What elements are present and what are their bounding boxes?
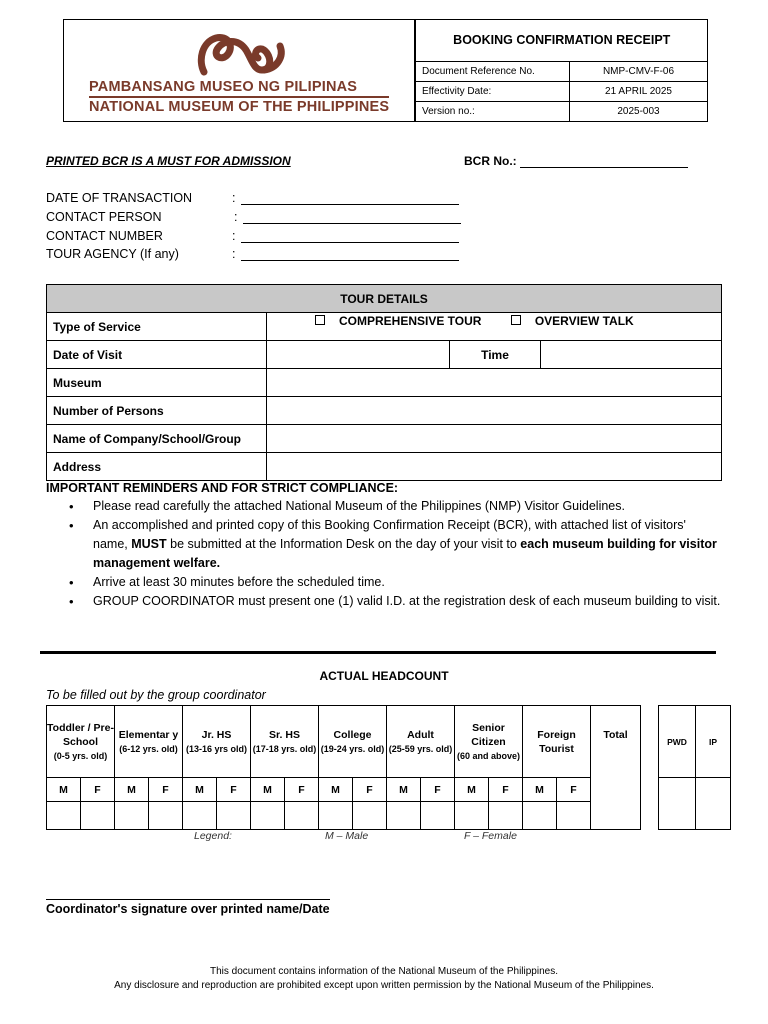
company-name-field[interactable]	[267, 425, 722, 453]
field-date-of-transaction[interactable]	[232, 191, 459, 205]
ip-label: IP	[696, 706, 731, 778]
headcount-cell[interactable]	[285, 802, 319, 830]
reminder-item	[69, 516, 721, 573]
tour-details-table	[46, 284, 722, 481]
footer-line-2: Any disclosure and reproduction are prohibited except upon written permission by the National Museum of the Philippines.	[114, 980, 654, 991]
category-age: (0-5 yrs. old)	[53, 750, 108, 761]
female-header: F	[489, 778, 523, 802]
headcount-cell[interactable]	[387, 802, 421, 830]
headcount-cell[interactable]	[251, 802, 285, 830]
field-tour-agency-label: TOUR AGENCY (If any)	[46, 247, 179, 261]
male-header: M	[115, 778, 149, 802]
field-date-of-transaction-input[interactable]	[241, 191, 459, 205]
admission-notice: PRINTED BCR IS A MUST FOR ADMISSION	[46, 154, 291, 168]
category-name: Toddler / Pre-School	[47, 721, 114, 748]
reminders-list	[69, 497, 721, 611]
headcount-cell[interactable]	[455, 802, 489, 830]
field-date-of-transaction-label: DATE OF TRANSACTION	[46, 191, 193, 205]
form-title: BOOKING CONFIRMATION RECEIPT	[416, 20, 708, 61]
headcount-cell[interactable]	[353, 802, 387, 830]
reminder-text: An accomplished and printed copy of this Booking Confirmation Receipt (BCR), with attached list of visitors' name,	[93, 518, 686, 551]
field-separator: :	[232, 247, 236, 261]
category-name: Sr. HS	[269, 728, 300, 741]
meta-label-reference: Document Reference No.	[416, 61, 570, 81]
category-age: (19-24 yrs. old)	[320, 743, 385, 754]
female-header: F	[149, 778, 183, 802]
category-elementary	[115, 706, 183, 778]
date-of-visit-field[interactable]	[267, 341, 450, 369]
logo-area	[64, 20, 415, 121]
male-header: M	[319, 778, 353, 802]
headcount-cell[interactable]	[183, 802, 217, 830]
category-foreign-tourist	[523, 706, 591, 778]
field-contact-number-label: CONTACT NUMBER	[46, 229, 163, 243]
reminder-item	[69, 592, 721, 611]
time-field[interactable]	[541, 341, 722, 369]
category-college	[319, 706, 387, 778]
footer-line-1: This document contains information of the National Museum of the Philippines.	[210, 966, 558, 977]
category-sr-hs	[251, 706, 319, 778]
meta-value-reference: NMP-CMV-F-06	[570, 61, 708, 81]
category-name: Foreign Tourist	[537, 728, 576, 755]
female-header: F	[557, 778, 591, 802]
headcount-cell[interactable]	[489, 802, 523, 830]
signature-label: Coordinator's signature over printed name/Date	[46, 902, 330, 916]
female-header: F	[217, 778, 251, 802]
category-toddler	[47, 706, 115, 778]
category-age: (17-18 yrs. old)	[252, 743, 317, 754]
address-field[interactable]	[267, 453, 722, 481]
headcount-cell[interactable]	[557, 802, 591, 830]
field-tour-agency[interactable]	[232, 247, 459, 261]
number-of-persons-label: Number of Persons	[47, 397, 267, 425]
field-separator: :	[234, 210, 238, 224]
tour-details-title: TOUR DETAILS	[47, 285, 722, 313]
legend-female: F – Female	[464, 830, 517, 842]
headcount-table	[46, 705, 641, 830]
headcount-title: ACTUAL HEADCOUNT	[319, 669, 449, 683]
category-name: College	[333, 728, 372, 741]
headcount-cell[interactable]	[319, 802, 353, 830]
male-header: M	[455, 778, 489, 802]
pwd-ip-table	[658, 705, 731, 830]
date-of-visit-label: Date of Visit	[47, 341, 267, 369]
time-label: Time	[450, 341, 541, 369]
field-separator: :	[232, 229, 236, 243]
ip-count-cell[interactable]	[696, 778, 731, 830]
section-divider	[40, 651, 716, 654]
category-age: (13-16 yrs old)	[185, 743, 248, 754]
field-contact-number[interactable]	[232, 229, 459, 243]
overview-talk-label: OVERVIEW TALK	[534, 314, 634, 328]
male-header: M	[251, 778, 285, 802]
headcount-cell[interactable]	[81, 802, 115, 830]
reminder-emphasis: MUST	[131, 537, 167, 551]
female-header: F	[421, 778, 455, 802]
field-contact-person[interactable]	[234, 210, 461, 224]
signature-line[interactable]	[46, 899, 330, 900]
field-separator: :	[232, 191, 236, 205]
overview-talk-checkbox[interactable]	[511, 315, 521, 325]
meta-label-effectivity: Effectivity Date:	[416, 81, 570, 101]
headcount-subtitle: To be filled out by the group coordinator	[46, 688, 266, 702]
total-column	[591, 706, 641, 830]
male-header: M	[523, 778, 557, 802]
category-name: Adult	[407, 728, 434, 741]
number-of-persons-field[interactable]	[267, 397, 722, 425]
category-name: Elementar y	[118, 728, 179, 741]
male-header: M	[183, 778, 217, 802]
reminder-text: Arrive at least 30 minutes before the scheduled time.	[93, 575, 385, 589]
bcr-label: BCR No.:	[464, 154, 517, 168]
headcount-cell[interactable]	[523, 802, 557, 830]
comprehensive-tour-label: COMPREHENSIVE TOUR	[339, 314, 482, 328]
category-name: Senior Citizen	[471, 721, 506, 748]
female-header: F	[81, 778, 115, 802]
comprehensive-tour-checkbox[interactable]	[315, 315, 325, 325]
pwd-count-cell[interactable]	[659, 778, 696, 830]
legend-male: M – Male	[325, 830, 369, 842]
category-senior-citizen	[455, 706, 523, 778]
headcount-cell[interactable]	[217, 802, 251, 830]
bcr-number-field[interactable]	[520, 154, 688, 168]
headcount-cell[interactable]	[421, 802, 455, 830]
headcount-cell[interactable]	[47, 802, 81, 830]
reminder-item	[69, 573, 721, 592]
category-adult	[387, 706, 455, 778]
category-age: (6-12 yrs. old)	[119, 743, 178, 754]
reminder-text: GROUP COORDINATOR must present one (1) valid I.D. at the registration desk of each museum building to visit.	[93, 594, 721, 608]
reminder-item	[69, 497, 721, 516]
male-header: M	[387, 778, 421, 802]
company-name-label: Name of Company/School/Group	[47, 425, 267, 453]
category-age: (25-59 yrs. old)	[388, 743, 453, 754]
meta-label-version: Version no.:	[416, 101, 570, 121]
document-meta-table	[415, 20, 708, 122]
pwd-label: PWD	[659, 706, 696, 778]
reminders-title: IMPORTANT REMINDERS AND FOR STRICT COMPLIANCE:	[46, 481, 399, 495]
female-header: F	[353, 778, 387, 802]
reminder-text: Please read carefully the attached National Museum of the Philippines (NMP) Visitor Guidelines.	[93, 499, 625, 513]
meta-value-effectivity: 21 APRIL 2025	[570, 81, 708, 101]
museum-label: Museum	[47, 369, 267, 397]
address-label: Address	[47, 453, 267, 481]
field-contact-number-input[interactable]	[241, 229, 459, 243]
logo-name-filipino: PAMBANSANG MUSEO NG PILIPINAS	[89, 79, 358, 95]
logo-divider	[89, 96, 389, 98]
museum-field[interactable]	[267, 369, 722, 397]
field-contact-person-label: CONTACT PERSON	[46, 210, 162, 224]
female-header: F	[285, 778, 319, 802]
field-contact-person-input[interactable]	[243, 210, 461, 224]
museum-logo-icon	[194, 30, 290, 78]
meta-value-version: 2025-003	[570, 101, 708, 121]
headcount-cell[interactable]	[149, 802, 183, 830]
type-of-service-options	[267, 313, 722, 341]
legend-label: Legend:	[194, 830, 232, 842]
logo-name-english: NATIONAL MUSEUM OF THE PHILIPPINES	[89, 99, 390, 115]
bcr-number	[464, 154, 688, 168]
field-tour-agency-input[interactable]	[241, 247, 459, 261]
reminder-emphasis: each museum building for visitor management welfare.	[93, 537, 717, 570]
headcount-cell[interactable]	[115, 802, 149, 830]
reminder-text: be submitted at the Information Desk on the day of your visit to	[166, 537, 521, 551]
form-header	[63, 19, 708, 122]
category-name: Jr. HS	[201, 728, 232, 741]
category-jr-hs	[183, 706, 251, 778]
total-label: Total	[603, 729, 628, 741]
male-header: M	[47, 778, 81, 802]
category-age: (60 and above)	[456, 750, 521, 761]
type-of-service-label: Type of Service	[47, 313, 267, 341]
